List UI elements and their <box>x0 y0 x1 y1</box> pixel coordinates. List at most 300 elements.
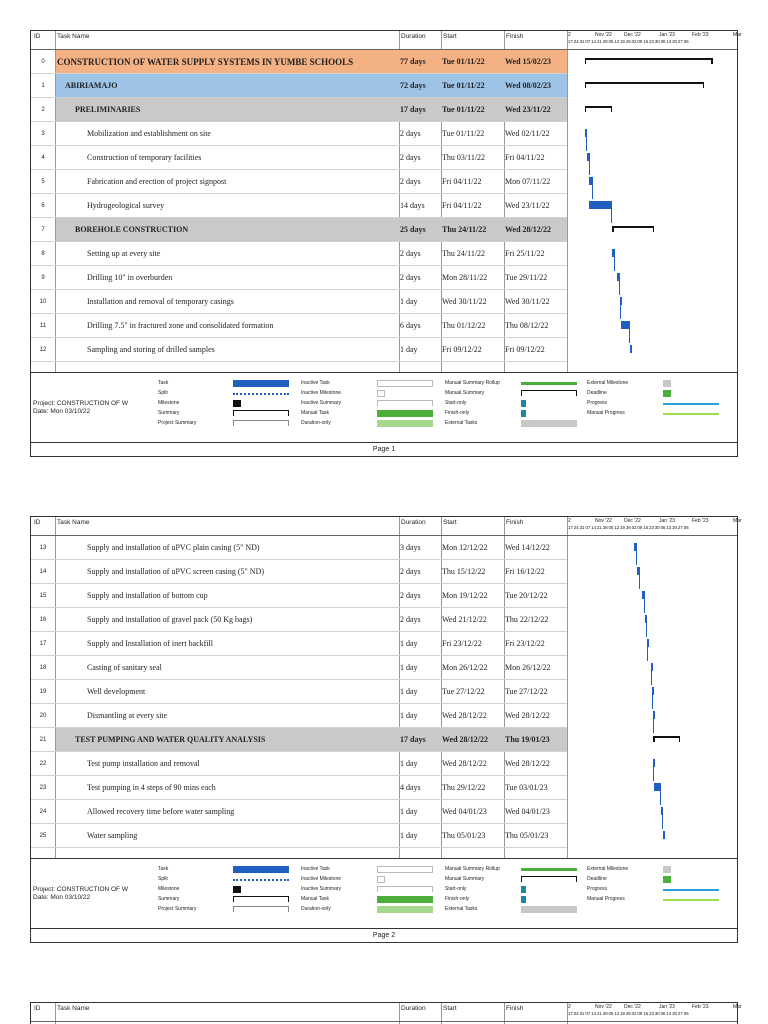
task-row[interactable] <box>31 752 567 776</box>
task-finish: Wed 04/01/23 <box>505 807 550 816</box>
legend-swatch <box>233 866 289 873</box>
task-row[interactable] <box>31 776 567 800</box>
task-start: Tue 01/11/22 <box>442 81 485 90</box>
task-id: 7 <box>41 227 45 233</box>
task-bar[interactable] <box>630 345 632 353</box>
schedule-page <box>30 516 742 943</box>
header-start: Start <box>443 33 457 40</box>
task-finish: Wed 23/11/22 <box>505 105 551 114</box>
legend-label: Inactive Milestone <box>301 876 342 882</box>
timeline-month: Mar <box>733 518 742 524</box>
project-date: Date: Mon 03/10/22 <box>33 894 91 901</box>
schedule-page <box>30 30 742 457</box>
legend-label: Split <box>158 390 168 396</box>
dependency-link <box>651 667 652 685</box>
header-task-name: Task Name <box>57 33 90 40</box>
task-start: Fri 23/12/22 <box>442 639 482 648</box>
summary-bar[interactable] <box>653 736 680 738</box>
task-start: Wed 30/11/22 <box>442 297 487 306</box>
timeline-month: Mar <box>733 1004 742 1010</box>
legend-label: Manual Task <box>301 410 329 416</box>
task-row[interactable] <box>31 338 567 362</box>
task-name: Supply and Installation of inert backfill <box>87 639 213 648</box>
task-id: 22 <box>39 761 47 767</box>
legend-swatch <box>233 906 289 912</box>
legend-label: Task <box>158 380 169 386</box>
task-finish: Thu 05/01/23 <box>505 831 549 840</box>
header-finish: Finish <box>506 1005 524 1012</box>
dependency-link <box>653 715 654 733</box>
legend-label: Duration-only <box>301 906 331 912</box>
task-duration: 1 day <box>400 759 418 768</box>
task-id: 23 <box>39 785 47 791</box>
dependency-link <box>662 811 663 829</box>
legend-label: Summary <box>158 410 180 416</box>
task-start: Wed 28/12/22 <box>442 759 487 768</box>
legend-label: Inactive Task <box>301 866 330 872</box>
task-name: ABIRIAMAJO <box>65 81 118 90</box>
task-finish: Wed 14/12/22 <box>505 543 550 552</box>
summary-bar-end <box>611 106 613 112</box>
timeline-month: Nov '22 <box>595 32 612 38</box>
task-row[interactable] <box>31 560 567 584</box>
summary-bar-end <box>653 736 655 742</box>
legend-label: Project Summary <box>158 906 197 912</box>
task-row[interactable] <box>31 170 567 194</box>
task-id: 4 <box>41 155 45 161</box>
task-id: 14 <box>39 569 47 575</box>
timeline-weeks: 17 24 31 07 14 21 28 05 12 19 26 02 09 16 23 30 06 13 20 27 06 <box>568 39 689 44</box>
task-duration: 4 days <box>400 783 421 792</box>
legend <box>31 372 737 444</box>
task-finish: Wed 28/12/22 <box>505 225 552 234</box>
task-row[interactable] <box>31 74 567 98</box>
task-start: Fri 04/11/22 <box>442 177 482 186</box>
summary-bar[interactable] <box>585 106 612 108</box>
dependency-link <box>639 571 640 589</box>
task-bar[interactable] <box>589 201 613 209</box>
task-id: 24 <box>39 809 47 815</box>
task-row[interactable] <box>31 704 567 728</box>
timeline-month: Nov '22 <box>595 1004 612 1010</box>
task-name: Setting up at every site <box>87 249 161 258</box>
legend-swatch <box>521 390 577 396</box>
task-start: Mon 12/12/22 <box>442 543 488 552</box>
timeline-month: Jan '23 <box>659 32 675 38</box>
task-id: 11 <box>39 323 47 329</box>
task-name: Hydrogeological survey <box>87 201 165 210</box>
task-start: Thu 15/12/22 <box>442 567 486 576</box>
task-row[interactable] <box>31 98 567 122</box>
task-finish: Thu 19/01/23 <box>505 735 550 744</box>
task-bar[interactable] <box>663 831 665 839</box>
legend-label: Project Summary <box>158 420 197 426</box>
dependency-link <box>636 547 637 565</box>
legend-swatch <box>663 380 671 387</box>
task-id: 18 <box>39 665 47 671</box>
task-duration: 2 days <box>400 153 421 162</box>
legend-swatch <box>233 896 289 902</box>
dependency-link <box>586 133 587 151</box>
legend-label: Inactive Task <box>301 380 330 386</box>
legend-swatch <box>377 400 433 406</box>
task-id: 8 <box>41 251 45 257</box>
task-finish: Thu 22/12/22 <box>505 615 549 624</box>
summary-bar-end <box>703 82 705 88</box>
task-duration: 17 days <box>400 735 426 744</box>
header-finish: Finish <box>506 33 524 40</box>
legend-swatch <box>521 400 526 407</box>
legend-label: External Milestone <box>587 866 629 872</box>
summary-bar-end <box>585 106 587 112</box>
task-row[interactable] <box>31 50 567 74</box>
timeline-weeks: 17 24 31 07 14 21 28 05 12 19 26 02 09 16 23 30 06 13 20 27 06 <box>568 1011 689 1016</box>
task-start: Tue 01/11/22 <box>442 105 485 114</box>
gantt-chart <box>567 536 739 858</box>
legend-swatch <box>377 410 433 417</box>
task-start: Thu 24/11/22 <box>442 225 487 234</box>
column-header <box>31 1003 742 1022</box>
task-start: Mon 28/11/22 <box>442 273 488 282</box>
legend-label: Split <box>158 876 168 882</box>
header-start: Start <box>443 519 457 526</box>
task-name: Water sampling <box>87 831 138 840</box>
legend-swatch <box>233 393 289 395</box>
page-footer: Page 1 <box>31 442 737 456</box>
header-id: ID <box>34 33 41 40</box>
task-name: PRELIMINARIES <box>75 105 141 114</box>
task-duration: 1 day <box>400 711 418 720</box>
legend-label: Duration-only <box>301 420 331 426</box>
task-duration: 1 day <box>400 345 418 354</box>
dependency-link <box>644 595 645 613</box>
task-start: Wed 21/12/22 <box>442 615 487 624</box>
legend-label: Inactive Summary <box>301 400 342 406</box>
task-id: 2 <box>41 107 45 113</box>
task-duration: 1 day <box>400 663 418 672</box>
task-duration: 2 days <box>400 177 421 186</box>
header-id: ID <box>34 1005 41 1012</box>
task-id: 0 <box>41 59 45 65</box>
legend-swatch <box>521 382 577 385</box>
task-duration: 1 day <box>400 831 418 840</box>
task-name: Sampling and storing of drilled samples <box>87 345 215 354</box>
legend-label: Finish-only <box>445 896 470 902</box>
task-finish: Wed 28/12/22 <box>505 759 550 768</box>
legend-swatch <box>521 876 577 882</box>
task-finish: Fri 25/11/22 <box>505 249 545 258</box>
task-finish: Wed 15/02/23 <box>505 57 552 66</box>
task-finish: Fri 04/11/22 <box>505 153 545 162</box>
task-row[interactable] <box>31 122 567 146</box>
task-finish: Wed 23/11/22 <box>505 201 550 210</box>
summary-bar-end <box>585 82 587 88</box>
task-name: Construction of temporary facilities <box>87 153 202 162</box>
project-name: Project: CONSTRUCTION OF W <box>33 400 128 407</box>
task-name: TEST PUMPING AND WATER QUALITY ANALYSIS <box>75 735 266 744</box>
legend-swatch <box>521 906 577 913</box>
dependency-link <box>647 643 648 661</box>
task-id: 1 <box>41 83 45 89</box>
task-name: Test pumping in 4 steps of 90 mins each <box>87 783 216 792</box>
task-duration: 3 days <box>400 543 421 552</box>
task-start: Wed 28/12/22 <box>442 711 487 720</box>
timeline-month: Dec '22 <box>624 1004 641 1010</box>
legend-label: Manual Summary <box>445 390 485 396</box>
dependency-link <box>652 691 653 709</box>
task-name: Test pump installation and removal <box>87 759 200 768</box>
task-finish: Thu 08/12/22 <box>505 321 549 330</box>
header-id: ID <box>34 519 41 526</box>
dependency-link <box>660 787 661 805</box>
legend-swatch <box>663 390 671 397</box>
task-row[interactable] <box>31 656 567 680</box>
project-info <box>33 400 128 416</box>
task-row[interactable] <box>31 218 567 242</box>
task-duration: 2 days <box>400 249 421 258</box>
legend-swatch <box>521 410 526 417</box>
legend-label: Milestone <box>158 400 180 406</box>
task-duration: 1 day <box>400 807 418 816</box>
legend-swatch <box>233 400 241 407</box>
dependency-link <box>619 277 620 295</box>
header-task-name: Task Name <box>57 519 90 526</box>
task-start: Fri 09/12/22 <box>442 345 482 354</box>
legend-swatch <box>377 886 433 892</box>
summary-bar[interactable] <box>612 226 654 228</box>
task-id: 20 <box>39 713 47 719</box>
legend-label: Manual Progress <box>587 896 625 902</box>
task-name: CONSTRUCTION OF WATER SUPPLY SYSTEMS IN YUMBE SCHOOLS <box>57 57 354 67</box>
task-row[interactable] <box>31 608 567 632</box>
legend-label: Deadline <box>587 876 607 882</box>
project-info <box>33 886 128 902</box>
task-name: Dismantling at every site <box>87 711 168 720</box>
task-finish: Tue 03/01/23 <box>505 783 548 792</box>
task-id: 3 <box>41 131 45 137</box>
legend-label: Manual Progress <box>587 410 625 416</box>
legend-swatch <box>521 896 526 903</box>
dependency-link <box>614 253 615 271</box>
task-name: Casting of sanitary seal <box>87 663 162 672</box>
legend-label: Manual Summary <box>445 876 485 882</box>
task-start: Mon 19/12/22 <box>442 591 488 600</box>
task-finish: Fri 23/12/22 <box>505 639 545 648</box>
timeline-month: Feb '23 <box>692 1004 709 1010</box>
column-header <box>31 31 742 50</box>
summary-bar[interactable] <box>585 82 704 84</box>
task-row[interactable] <box>31 194 567 218</box>
legend-label: Start-only <box>445 886 467 892</box>
header-duration: Duration <box>401 33 426 40</box>
task-start: Thu 03/11/22 <box>442 153 486 162</box>
dependency-link <box>592 181 593 199</box>
timeline-month: Dec '22 <box>624 518 641 524</box>
task-finish: Fri 09/12/22 <box>505 345 545 354</box>
legend-label: Manual Summary Rollup <box>445 380 500 386</box>
task-duration: 1 day <box>400 297 418 306</box>
task-finish: Wed 30/11/22 <box>505 297 550 306</box>
legend-label: Start-only <box>445 400 467 406</box>
task-start: Fri 04/11/22 <box>442 201 482 210</box>
timeline-weeks: 17 24 31 07 14 21 28 05 12 19 26 02 09 16 23 30 06 13 20 27 06 <box>568 525 689 530</box>
legend-swatch <box>663 899 719 901</box>
task-id: 19 <box>39 689 47 695</box>
task-id: 6 <box>41 203 45 209</box>
task-name: Well development <box>87 687 146 696</box>
task-id: 5 <box>41 179 45 185</box>
task-duration: 14 days <box>400 201 425 210</box>
task-id: 21 <box>39 737 47 743</box>
task-start: Thu 05/01/23 <box>442 831 486 840</box>
legend-label: Inactive Summary <box>301 886 342 892</box>
legend-swatch <box>233 410 289 416</box>
task-row[interactable] <box>31 314 567 338</box>
task-finish: Tue 20/12/22 <box>505 591 548 600</box>
timeline-month: 2 <box>568 32 571 38</box>
task-finish: Wed 08/02/23 <box>505 81 552 90</box>
task-finish: Wed 02/11/22 <box>505 129 550 138</box>
task-start: Mon 26/12/22 <box>442 663 488 672</box>
task-finish: Mon 07/11/22 <box>505 177 551 186</box>
summary-bar-end <box>653 226 655 232</box>
task-name: Supply and installation of uPVC plain casing (5" ND) <box>87 543 260 552</box>
task-start: Wed 28/12/22 <box>442 735 489 744</box>
timeline-month: Dec '22 <box>624 32 641 38</box>
task-duration: 1 day <box>400 639 418 648</box>
task-duration: 2 days <box>400 273 421 282</box>
legend-swatch <box>377 420 433 427</box>
task-start: Thu 29/12/22 <box>442 783 486 792</box>
task-name: Drilling 10" in overburden <box>87 273 173 282</box>
task-finish: Tue 29/11/22 <box>505 273 548 282</box>
task-duration: 2 days <box>400 591 421 600</box>
legend-swatch <box>521 420 577 427</box>
task-id: 13 <box>39 545 47 551</box>
task-id: 9 <box>41 275 45 281</box>
task-name: BOREHOLE CONSTRUCTION <box>75 225 189 234</box>
dependency-link <box>589 157 590 175</box>
legend-swatch <box>521 868 577 871</box>
legend-label: Finish-only <box>445 410 470 416</box>
task-name: Supply and installation of uPVC screen casing (5" ND) <box>87 567 265 576</box>
task-name: Supply and installation of gravel pack (50 Kg bags) <box>87 615 253 624</box>
task-row[interactable] <box>31 824 567 848</box>
dependency-link <box>653 763 654 781</box>
task-duration: 72 days <box>400 81 426 90</box>
task-duration: 6 days <box>400 321 421 330</box>
task-id: 25 <box>39 833 47 839</box>
header-start: Start <box>443 1005 457 1012</box>
legend-swatch <box>377 380 433 387</box>
legend-label: Progress <box>587 886 608 892</box>
task-start: Wed 04/01/23 <box>442 807 487 816</box>
summary-bar-end <box>585 58 587 64</box>
task-row[interactable] <box>31 680 567 704</box>
timeline-month: Mar <box>733 32 742 38</box>
timeline-month: Jan '23 <box>659 1004 675 1010</box>
task-row[interactable] <box>31 242 567 266</box>
timeline-month: 2 <box>568 518 571 524</box>
dependency-link <box>646 619 647 637</box>
summary-bar[interactable] <box>585 58 713 60</box>
legend-label: Deadline <box>587 390 607 396</box>
timeline-month: Feb '23 <box>692 32 709 38</box>
legend-swatch <box>663 413 719 415</box>
header-duration: Duration <box>401 1005 426 1012</box>
task-row[interactable] <box>31 146 567 170</box>
task-row[interactable] <box>31 728 567 752</box>
task-row[interactable] <box>31 584 567 608</box>
task-duration: 25 days <box>400 225 426 234</box>
task-name: Installation and removal of temporary casings <box>87 297 234 306</box>
task-start: Thu 24/11/22 <box>442 249 486 258</box>
legend-swatch <box>663 866 671 873</box>
task-row[interactable] <box>31 266 567 290</box>
legend-label: Manual Task <box>301 896 329 902</box>
header-task-name: Task Name <box>57 1005 90 1012</box>
task-name: Drilling 7.5" in fractured zone and consolidated formation <box>87 321 274 330</box>
legend-swatch <box>377 390 385 397</box>
task-duration: 17 days <box>400 105 426 114</box>
task-duration: 2 days <box>400 615 421 624</box>
task-row[interactable] <box>31 800 567 824</box>
summary-bar-end <box>679 736 681 742</box>
task-duration: 77 days <box>400 57 426 66</box>
task-id: 16 <box>39 617 47 623</box>
task-start: Tue 01/11/22 <box>442 129 485 138</box>
legend-swatch <box>377 866 433 873</box>
summary-bar-end <box>612 226 614 232</box>
legend-swatch <box>663 876 671 883</box>
page-footer: Page 2 <box>31 928 737 942</box>
summary-bar-end <box>711 58 713 64</box>
timeline-month: Jan '23 <box>659 518 675 524</box>
legend-swatch <box>233 420 289 426</box>
project-name: Project: CONSTRUCTION OF W <box>33 886 128 893</box>
legend-label: External Tasks <box>445 420 478 426</box>
task-id: 10 <box>39 299 47 305</box>
task-finish: Fri 16/12/22 <box>505 567 545 576</box>
task-name: Fabrication and erection of project signpost <box>87 177 227 186</box>
dependency-link <box>620 301 621 319</box>
task-duration: 2 days <box>400 129 421 138</box>
legend <box>31 858 737 930</box>
legend-label: Manual Summary Rollup <box>445 866 500 872</box>
task-name: Supply and installation of bottom cup <box>87 591 208 600</box>
task-row[interactable] <box>31 632 567 656</box>
task-finish: Tue 27/12/22 <box>505 687 548 696</box>
task-id: 17 <box>39 641 47 647</box>
legend-label: Progress <box>587 400 608 406</box>
legend-label: Task <box>158 866 169 872</box>
task-row[interactable] <box>31 536 567 560</box>
legend-label: External Tasks <box>445 906 478 912</box>
task-id: 12 <box>39 347 47 353</box>
task-duration: 2 days <box>400 567 421 576</box>
dependency-link <box>611 205 612 223</box>
legend-swatch <box>233 886 241 893</box>
header-duration: Duration <box>401 519 426 526</box>
task-row[interactable] <box>31 290 567 314</box>
legend-label: Milestone <box>158 886 180 892</box>
task-name: Mobilization and establishment on site <box>87 129 211 138</box>
gantt-chart <box>567 50 739 372</box>
legend-swatch <box>377 906 433 913</box>
timeline-month: Nov '22 <box>595 518 612 524</box>
task-duration: 1 day <box>400 687 418 696</box>
task-start: Thu 01/12/22 <box>442 321 486 330</box>
